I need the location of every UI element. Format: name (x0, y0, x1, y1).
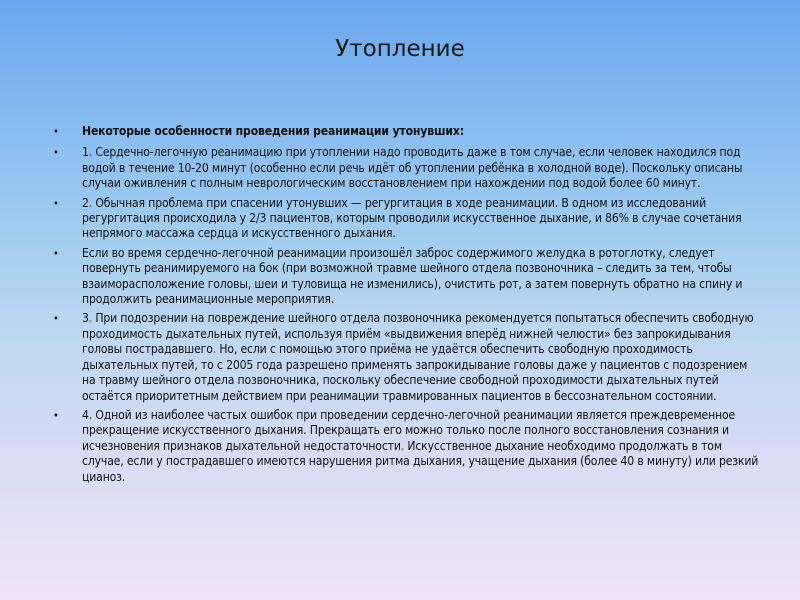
bullet-text: 3. При подозрении на повреждение шейного отдела позвоночника рекомендуется попытаться обеспечить свободную проходимость дыхательных путей, используя приём «выдвижения вперёд нижней челюсти» без запрокидывания головы пострадавшего. Но, если с помощью этого приёма не удаётся обеспечить свободную проходимость дыхательных путей, то с 2005 года разрешено применять запрокидывание головы даже у пациентов с подозрением на травму шейного отдела позвоночника, поскольку обеспечение свободной проходимости дыхательных путей остаётся приоритетным действием при реанимации травмированных пациентов в бессознательном состоянии. (82, 311, 754, 403)
bullet-point-icon: • (53, 146, 59, 160)
bullet-point-icon: • (53, 312, 59, 326)
slide-content (53, 124, 761, 489)
bullet-item (53, 145, 761, 191)
bullet-text: 1. Сердечно-легочную реанимацию при утоплении надо проводить даже в том случае, если человек находился под водой в течение 10-20 минут (особенно если речь идёт об утоплении ребёнка в холодной воде). Поскольку описаны случаи оживления с полным неврологическим восстановлением при нахождении под водой более 60 минут. (82, 145, 743, 191)
bullet-item (53, 408, 761, 485)
bullet-point-icon: • (53, 246, 59, 260)
bullet-point-icon: • (53, 125, 59, 138)
bullet-list (53, 124, 761, 485)
bullet-text: 2. Обычная проблема при спасении утонувших — регургитация в ходе реанимации. В одном из исследований регургитация происходила у 2/3 пациентов, которым проводили искусственное дыхание, и 86% в случае сочетания непрямого массажа сердца и искусственного дыхания. (82, 195, 742, 241)
bullet-text: Если во время сердечно-легочной реанимации произошёл заброс содержимого желудка в ротоглотку, следует повернуть реанимируемого на бок (при возможной травме шейного отдела позвоночника – следить за тем, чтобы взаиморасположение головы, шеи и туловища не изменились), очистить рот, а затем повернуть обратно на спину и продолжить реанимационные мероприятия. (82, 245, 743, 307)
bullet-item (53, 311, 761, 403)
bullet-item-heading (53, 124, 761, 139)
bullet-item (53, 246, 761, 308)
bullet-item (53, 196, 761, 242)
bullet-point-icon: • (53, 196, 59, 210)
slide-title: Утопление (335, 36, 465, 62)
bullet-text: Некоторые особенности проведения реанимации утонувших: (82, 124, 464, 138)
bullet-point-icon: • (53, 408, 59, 422)
bullet-text: 4. Одной из наиболее частых ошибок при проведении сердечно-легочной реанимации является преждевременное прекращение искусственного дыхания. Прекращать его можно только после полного восстановления сознания и исчезновения признаков дыхательной недостаточности. Искусственное дыхание необходимо продолжать в том случае, если у пострадавшего имеются нарушения ритма дыхания, учащение дыхания (более 40 в минуту) или резкий цианоз. (82, 407, 759, 484)
